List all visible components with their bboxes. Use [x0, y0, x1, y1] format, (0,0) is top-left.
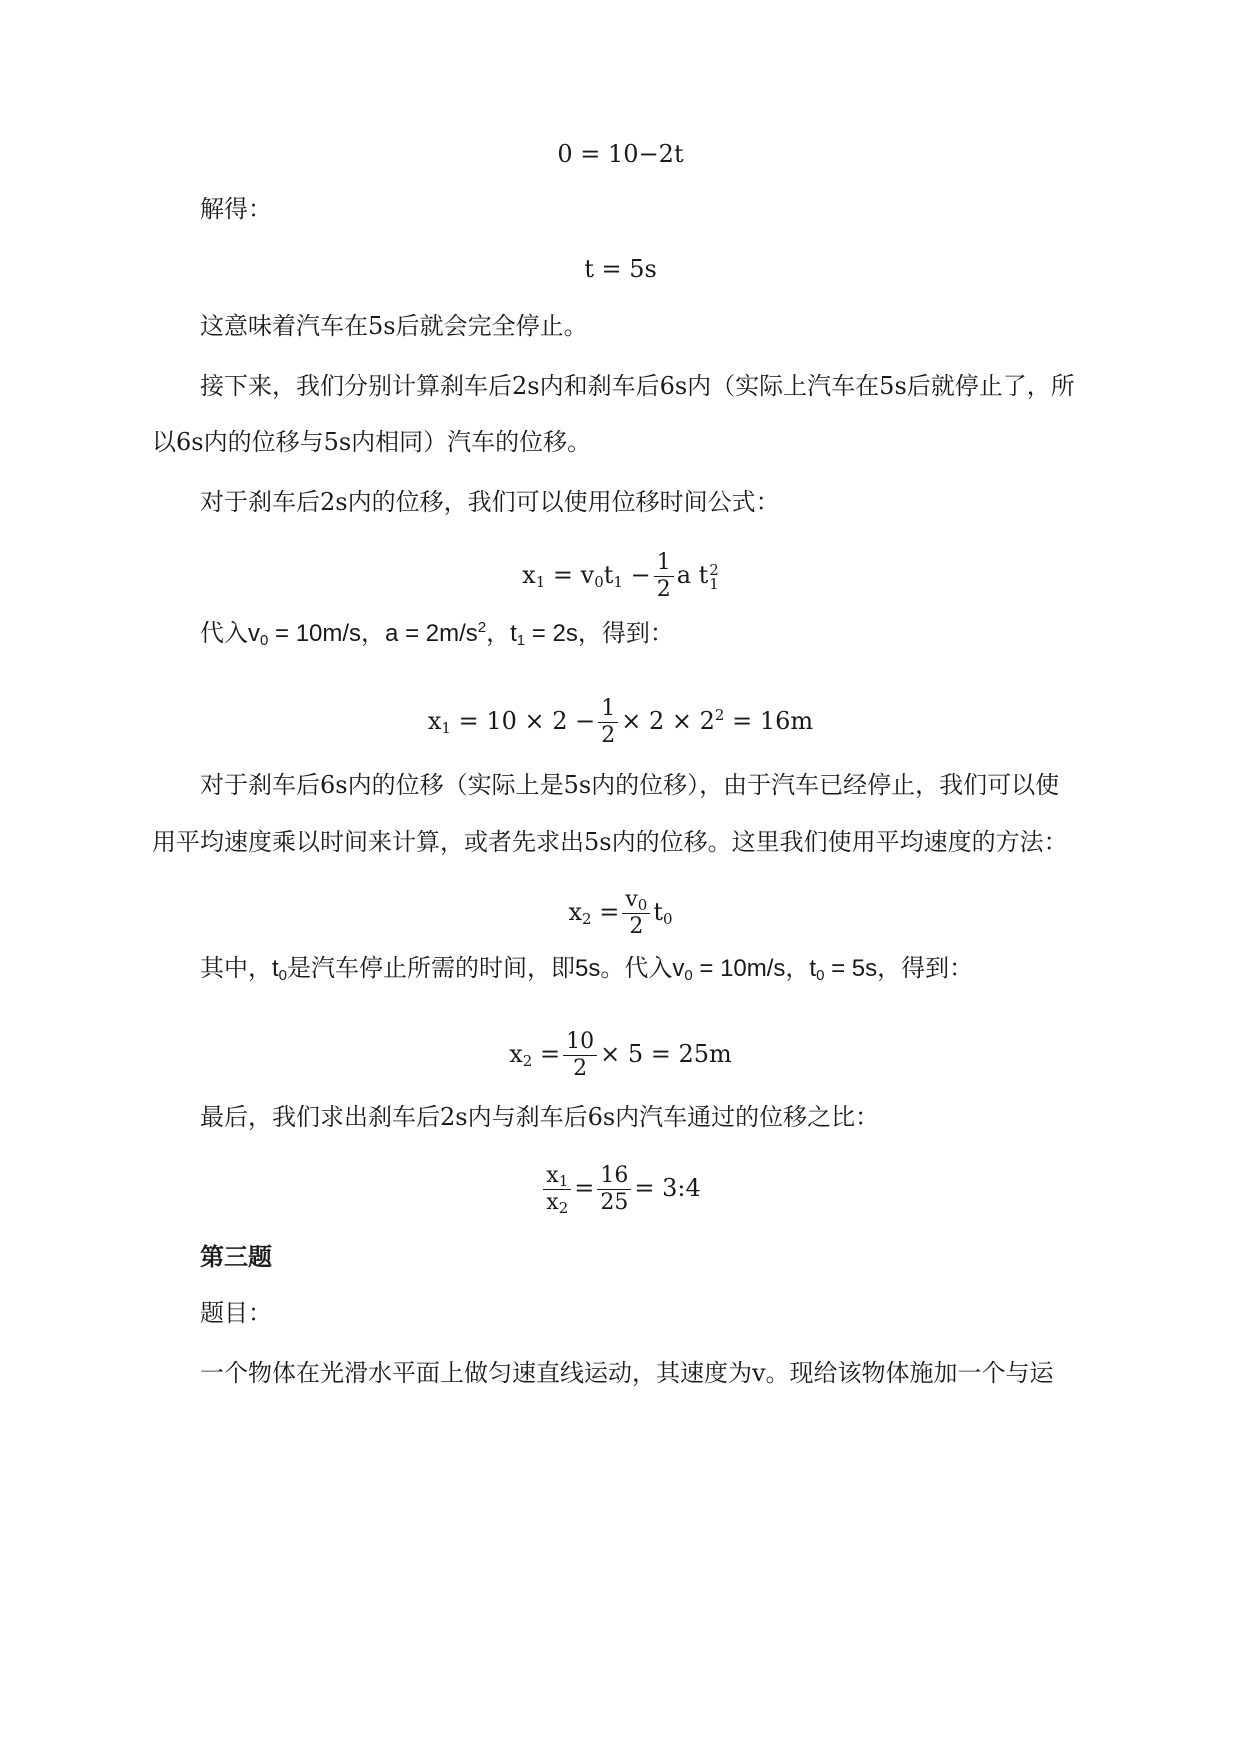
paragraph-next-line-2: 以6s内的位移与5s内相同）汽车的位移。: [152, 428, 592, 456]
equation-ratio: $\frac{x_1}{x_2}$ = $\frac{16}{25}$ = 3:4: [0, 1163, 1241, 1216]
substitute-line-2: 其中，$t_0$是汽车停止所需的时间，即5s。代入$v_0 = 10m/s$，$t_0 = 5s$，得到：: [200, 955, 974, 984]
solve-label: 解得：: [200, 195, 272, 223]
ratio-intro: 最后，我们求出刹车后2s内与刹车后6s内汽车通过的位移之比：: [200, 1103, 880, 1131]
sentence-stop-meaning: [200, 311, 588, 341]
paragraph-next-line-1: 接下来，我们分别计算刹车后2s内和刹车后6s内（实际上汽车在5s后就停止了，所: [200, 372, 1075, 400]
paragraph-x2-line-2: 用平均速度乘以时间来计算，或者先求出5s内的位移。这里我们使用平均速度的方法：: [152, 828, 1068, 856]
formula-x2: $x_2$ = $\frac{v_0}{2}$ $t_0$: [568, 887, 673, 939]
equation-stop-condition: 0 = 10−2t: [557, 140, 684, 168]
question-text: 一个物体在光滑水平面上做匀速直线运动，其速度为v。现给该物体施加一个与运: [200, 1359, 1054, 1387]
x1-intro: 对于刹车后2s内的位移，我们可以使用位移时间公式：: [200, 488, 780, 516]
formula-x1: $x_1 = v_0t_1$ − $\frac{1}{2}$ a t 2 1: [522, 550, 719, 602]
section-title: 第三题: [200, 1242, 272, 1271]
equation-stop-time: t = 5s: [584, 255, 657, 283]
sentence-stop-text: 这意味着汽车在5s后就会完全停止。: [200, 312, 588, 340]
substitute-line-1: 代入$v_0 = 10m/s$，$a = 2m/s^2$，$t_1 = 2s$，得到：: [200, 619, 674, 649]
equation-x1-value: $x_1 = 10 \times 2$ − $\frac{1}{2}$ × $2 \times 2^2 = 16m$: [427, 696, 814, 748]
paragraph-x2-line-1: 对于刹车后6s内的位移（实际上是5s内的位移），由于汽车已经停止，我们可以使: [200, 771, 1060, 799]
question-label: 题目：: [200, 1299, 272, 1327]
equation-x2-value: $x_2$ = $\frac{10}{2}$ × 5 = 25m: [509, 1029, 732, 1081]
